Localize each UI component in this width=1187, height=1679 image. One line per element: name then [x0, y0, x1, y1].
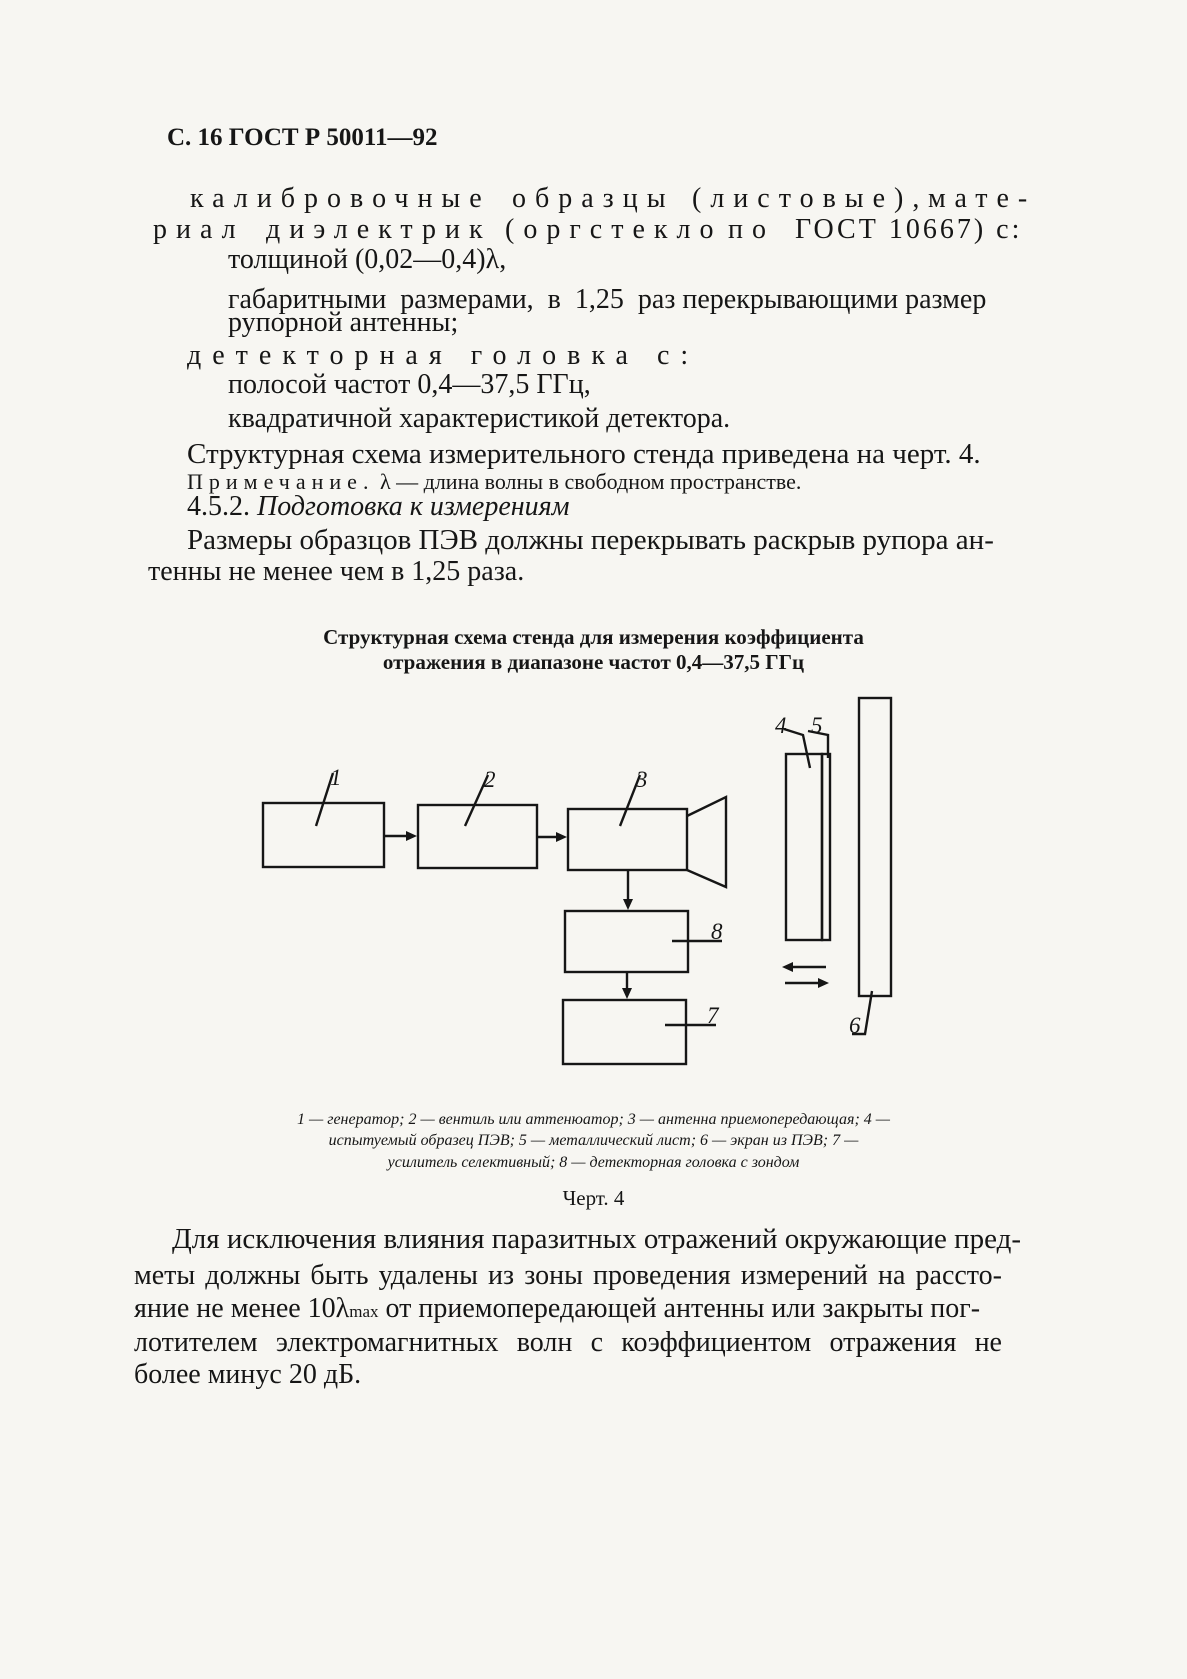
page-header: С. 16 ГОСТ Р 50011—92: [167, 124, 438, 151]
intro-line-5: рупорной антенны;: [228, 307, 459, 338]
screen-pev: [859, 698, 891, 996]
block-generator: [263, 803, 384, 867]
arrowhead-left: [782, 962, 793, 972]
intro-line-2c: (оргстекло: [505, 214, 723, 245]
note-text: λ — длина волны в свободном пространстве.: [374, 469, 802, 494]
intro-line-2b: диэлектрик: [266, 214, 492, 245]
final-line-2: меты должны быть удалены из зоны проведения измерений на рассто-: [134, 1260, 1002, 1291]
intro-line-2a: риал: [153, 214, 245, 245]
figure-caption: Черт. 4: [562, 1186, 625, 1210]
intro-line-1a: калибровочные: [190, 183, 491, 214]
final-line-3: [134, 1293, 1002, 1325]
block-attenuator: [418, 805, 537, 868]
final-line-3-b: от приемопередающей антенны или закрыты пог-: [378, 1293, 981, 1324]
para1-line-1: Размеры образцов ПЭВ должны перекрывать раскрыв рупора ан-: [187, 524, 994, 556]
intro-line-4: габаритными размерами, в 1,25 раз перекрывающими размер: [228, 284, 987, 315]
label-7: 7: [707, 1003, 719, 1028]
section-number: 4.5.2.: [187, 491, 250, 522]
legend-line-2: испытуемый образец ПЭВ; 5 — металлический лист; 6 — экран из ПЭВ; 7 —: [328, 1132, 859, 1149]
label-4: 4: [775, 713, 787, 738]
intro-line-9: Структурная схема измерительного стенда приведена на черт. 4.: [187, 438, 981, 470]
final-line-5: более минус 20 дБ.: [134, 1359, 362, 1390]
label-6: 6: [849, 1013, 861, 1038]
final-line-1: Для исключения влияния паразитных отражений окружающие пред-: [172, 1223, 1022, 1255]
figure-title-line-1: Структурная схема стенда для измерения коэффициента: [323, 625, 864, 649]
block-detector-head: [565, 911, 688, 972]
label-1: 1: [330, 765, 342, 790]
figure-title-line-2: отражения в диапазоне частот 0,4—37,5 ГГц: [382, 650, 805, 674]
arrowhead-2-3: [556, 832, 567, 842]
label-2: 2: [484, 767, 496, 792]
block-amplifier: [563, 1000, 686, 1064]
section-title: Подготовка к измерениям: [257, 491, 570, 522]
final-line-3-a: яние не менее 10λ: [134, 1293, 350, 1324]
intro-line-7: полосой частот 0,4—37,5 ГГц,: [228, 369, 591, 400]
note-label: Примечание.: [187, 469, 375, 494]
final-line-3-sub: max: [349, 1302, 379, 1321]
intro-line-2d: по: [728, 214, 775, 245]
label-3: 3: [636, 767, 648, 792]
intro-line-2e: ГОСТ 10667) с:: [795, 214, 1023, 245]
intro-line-6: детекторная головка с:: [187, 340, 700, 371]
label-8: 8: [711, 919, 723, 944]
arrowhead-right: [818, 978, 829, 988]
intro-line-1c: (листовые),: [692, 183, 929, 214]
arrowhead-1-2: [406, 831, 417, 841]
metal-sheet: [822, 754, 830, 940]
leader-4: [784, 729, 810, 768]
final-line-4: лотителем электромагнитных волн с коэффициентом отражения не: [134, 1327, 1002, 1358]
block-antenna: [568, 809, 687, 870]
para1-line-2: тенны не менее чем в 1,25 раза.: [148, 556, 525, 587]
horn-antenna-shape: [687, 797, 726, 887]
arrowhead-3-8: [623, 899, 633, 910]
intro-line-8: квадратичной характеристикой детектора.: [228, 403, 731, 434]
legend-line-3: усилитель селективный; 8 — детекторная головка с зондом: [387, 1154, 800, 1171]
intro-line-1d: мате-: [928, 183, 1037, 214]
arrowhead-8-7: [622, 988, 632, 999]
sample-pev: [786, 754, 822, 940]
intro-line-3: толщиной (0,02—0,4)λ,: [228, 244, 507, 275]
legend-line-1: 1 — генератор; 2 — вентиль или аттенюатор; 3 — антенна приемопередающая; 4 —: [296, 1111, 891, 1128]
intro-line-1b: образцы: [512, 183, 675, 214]
label-5: 5: [811, 713, 823, 738]
